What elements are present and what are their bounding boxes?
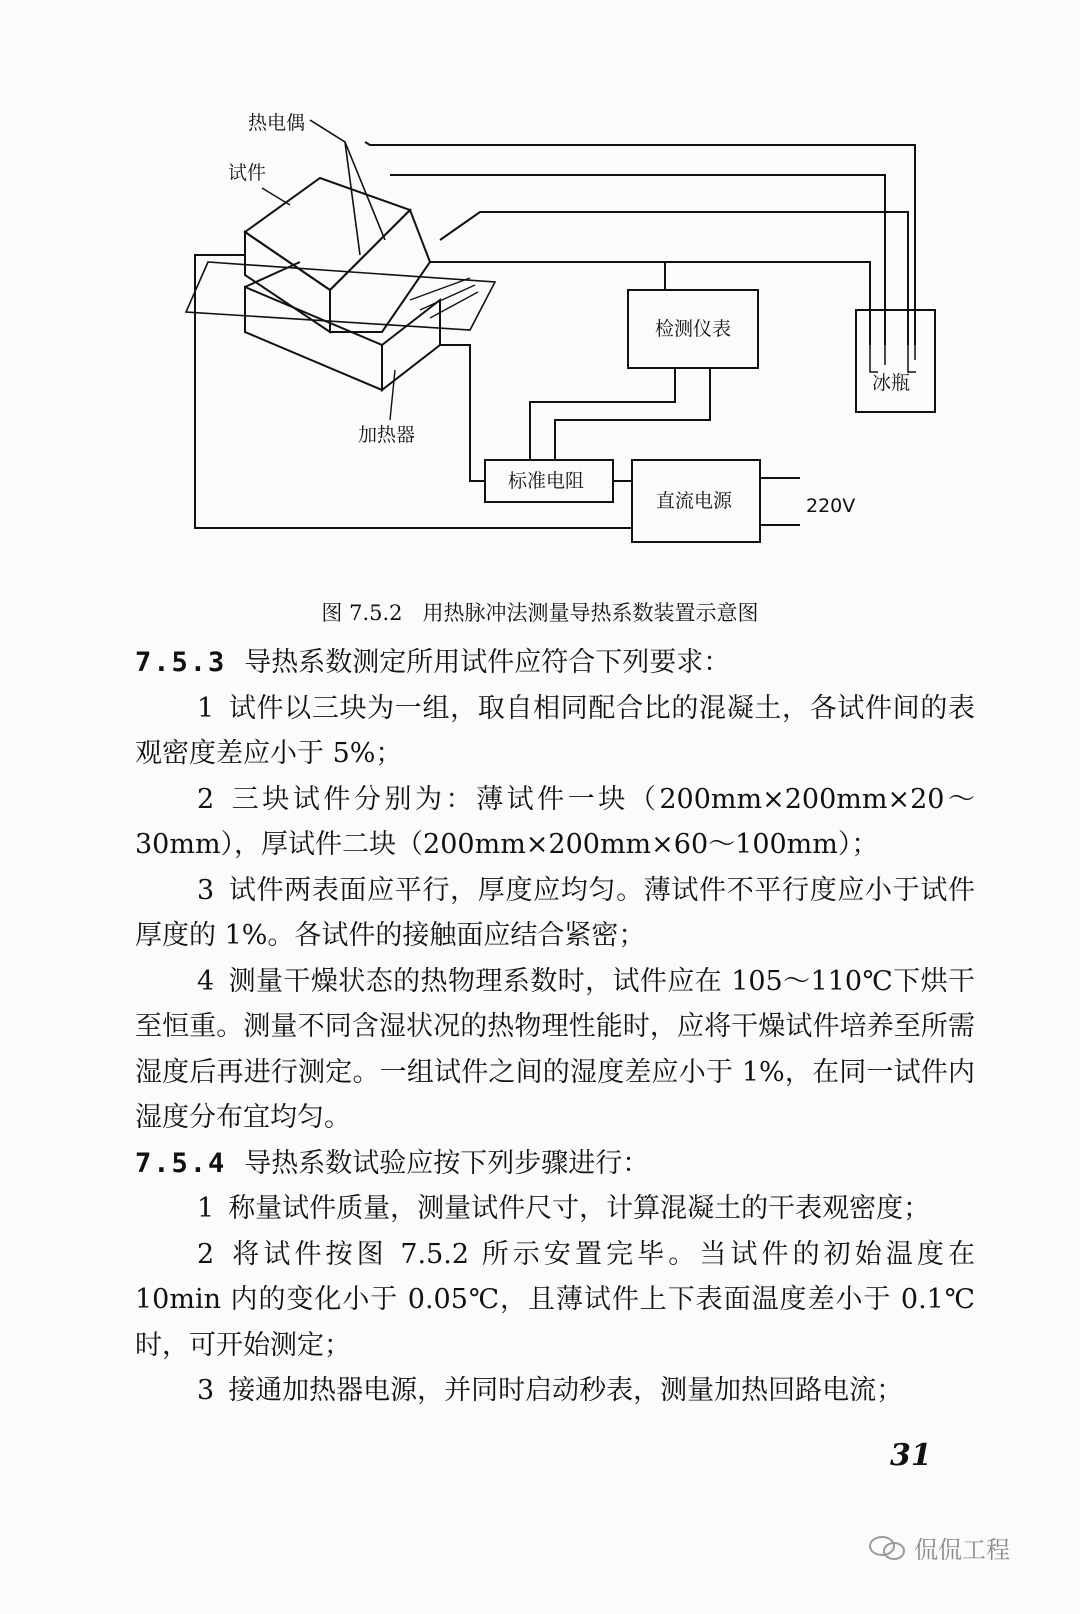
wire-instrument-resistor-2 — [555, 368, 710, 460]
list-item — [135, 686, 975, 777]
section-number: 7.5.3 — [135, 647, 227, 678]
body-text — [135, 640, 975, 1414]
watermark — [868, 1530, 1010, 1565]
label-specimen: 试件 — [228, 162, 267, 184]
bottom-block-side — [382, 300, 440, 390]
watermark-text: 侃侃工程 — [914, 1536, 1010, 1564]
item-number: 2 — [197, 1238, 215, 1270]
item-number: 1 — [197, 1193, 215, 1224]
item-number: 1 — [197, 692, 215, 724]
figure-caption: 图 7.5.2 用热脉冲法测量导热系数装置示意图 — [321, 601, 759, 625]
section-number: 7.5.4 — [135, 1147, 227, 1179]
thermocouple-leader — [310, 120, 360, 255]
section-title: 导热系数测定所用试件应符合下列要求： — [244, 647, 731, 678]
section-title: 导热系数试验应按下列步骤进行： — [244, 1147, 650, 1179]
item-text: 试件两表面应平行，厚度应均匀。薄试件不平行度应小于试件厚度的 1%。各试件的接触面应结合紧密； — [135, 874, 975, 951]
section-heading-7-5-3 — [135, 640, 975, 686]
item-number: 2 — [197, 783, 215, 815]
item-text: 三块试件分别为：薄试件一块（200mm×200mm×20～30mm），厚试件二块（200mm×200mm×60～100mm）； — [135, 783, 975, 860]
label-dc-power: 直流电源 — [656, 490, 733, 512]
item-number: 4 — [197, 965, 215, 997]
bottom-block-front — [245, 287, 382, 390]
specimen-leader — [262, 188, 290, 205]
apparatus-diagram — [0, 0, 1080, 600]
heater-leader — [390, 370, 395, 420]
label-instrument: 检测仪表 — [655, 318, 732, 340]
item-text: 将试件按图 7.5.2 所示安置完毕。当试件的初始温度在 10min 内的变化小于 0.05℃，且薄试件上下表面温度差小于 0.1℃时，可开始测定； — [135, 1238, 975, 1361]
wire-tc2-ice — [390, 175, 885, 345]
list-item — [135, 1232, 975, 1369]
list-item — [135, 777, 975, 868]
ice-bottle-probes — [870, 345, 916, 372]
label-ice-bottle: 冰瓶 — [872, 372, 911, 394]
label-voltage: 220V — [806, 495, 856, 517]
item-number: 3 — [197, 874, 215, 906]
item-text: 称量试件质量，测量试件尺寸，计算混凝土的干表观密度； — [228, 1193, 931, 1224]
list-item — [135, 959, 975, 1141]
wire-heater-resistor — [440, 345, 485, 481]
heater-hatch — [410, 278, 478, 318]
item-text: 试件以三块为一组，取自相同配合比的混凝土，各试件间的表观密度差应小于 5%； — [135, 692, 975, 769]
wire-to-instrument — [430, 262, 665, 290]
item-text: 接通加热器电源，并同时启动秒表，测量加热回路电流； — [228, 1375, 904, 1406]
label-standard-resistor: 标准电阻 — [508, 470, 585, 492]
list-item — [135, 1368, 975, 1414]
wire-instrument-resistor-1 — [530, 368, 675, 460]
wire-220v — [760, 478, 800, 525]
item-number: 3 — [197, 1375, 215, 1406]
ice-bottle-box — [856, 310, 935, 412]
heater-plate — [186, 262, 495, 330]
page-number: 31 — [890, 1438, 932, 1473]
label-thermocouple: 热电偶 — [248, 112, 306, 134]
list-item — [135, 1186, 975, 1232]
chat-bubble-icon — [868, 1534, 906, 1562]
item-text: 测量干燥状态的热物理系数时，试件应在 105～110℃下烘干至恒重。测量不同含湿状况的热物理性能时，应将干燥试件培养至所需湿度后再进行测定。一组试件之间的湿度差应小于 1%，在同一试件内湿度分布宜均匀。 — [135, 965, 975, 1133]
label-heater: 加热器 — [358, 424, 416, 446]
list-item — [135, 868, 975, 959]
diagram-lines — [0, 0, 1080, 600]
wire-tc1-ice — [365, 142, 915, 345]
section-heading-7-5-4 — [135, 1141, 975, 1187]
